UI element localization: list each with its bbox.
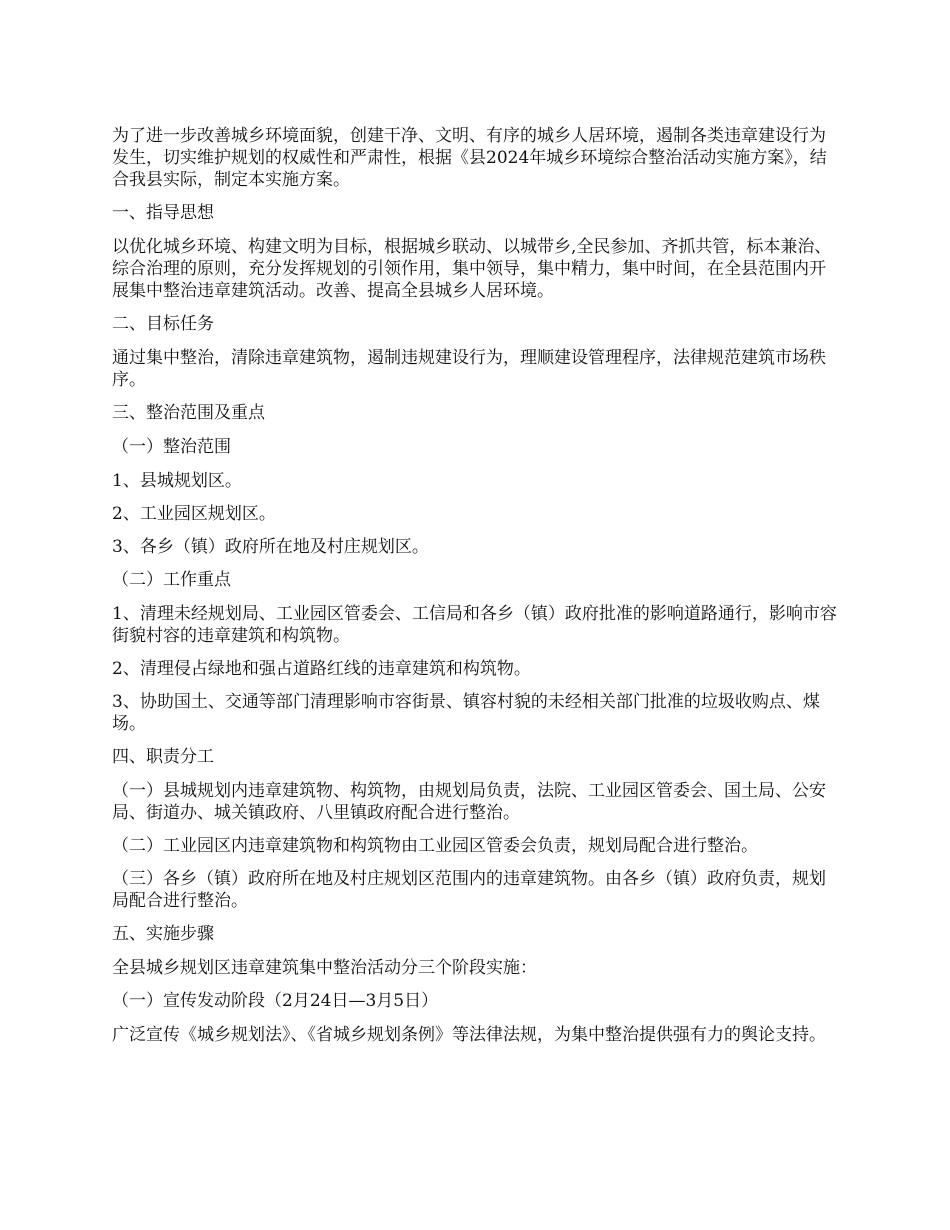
document-page [112, 125, 842, 1057]
focus-item-3: 3、协助国土、交通等部门清理影响市容街景、镇容村貌的未经相关部门批准的垃圾收购点、煤场。 [112, 692, 820, 734]
section-heading-steps: 五、实施步骤 [112, 924, 214, 944]
goals-paragraph: 通过集中整治，清除违章建筑物，遏制违规建设行为，理顺建设管理程序，法律规范建筑市场秩序。 [112, 348, 826, 390]
guiding-ideology-paragraph: 以优化城乡环境、构建文明为目标，根据城乡联动、以城带乡,全民参加、齐抓共管，标本兼治、综合治理的原则，充分发挥规划的引领作用，集中领导，集中精力，集中时间，在全县范围内开展集中整治违章建筑活动。改善、提高全县城乡人居环境。 [112, 237, 832, 301]
scope-item-3: 3、各乡（镇）政府所在地及村庄规划区。 [112, 537, 429, 557]
subsection-heading-scope: （一）整治范围 [112, 437, 231, 457]
section-heading-goals: 二、目标任务 [112, 314, 214, 334]
section-heading-scope: 三、整治范围及重点 [112, 403, 265, 423]
responsibility-item-2: （二）工业园区内违章建筑物和构筑物由工业园区管委会负责，规划局配合进行整治。 [112, 836, 758, 856]
focus-item-2: 2、清理侵占绿地和强占道路红线的违章建筑和构筑物。 [112, 659, 531, 679]
scope-item-1: 1、县城规划区。 [112, 471, 242, 491]
section-heading-guiding-ideology: 一、指导思想 [112, 203, 214, 223]
responsibility-item-1: （一）县城规划内违章建筑物、构筑物，由规划局负责，法院、工业园区管委会、国土局、公安局、街道办、城关镇政府、八里镇政府配合进行整治。 [112, 781, 826, 823]
section-heading-responsibilities: 四、职责分工 [112, 747, 214, 767]
responsibility-item-3: （三）各乡（镇）政府所在地及村庄规划区范围内的违章建筑物。由各乡（镇）政府负责，规划局配合进行整治。 [112, 869, 826, 911]
steps-intro-paragraph: 全县城乡规划区违章建筑集中整治活动分三个阶段实施： [112, 958, 537, 978]
subsection-heading-focus: （二）工作重点 [112, 570, 231, 590]
scope-item-2: 2、工业园区规划区。 [112, 504, 276, 524]
subsection-heading-publicity-phase: （一）宣传发动阶段（2月24日—3月5日） [112, 991, 439, 1011]
focus-item-1: 1、清理未经规划局、工业园区管委会、工信局和各乡（镇）政府批准的影响道路通行，影响市容街貌村容的违章建筑和构筑物。 [112, 604, 837, 646]
intro-paragraph: 为了进一步改善城乡环境面貌，创建干净、文明、有序的城乡人居环境，遏制各类违章建设行为发生，切实维护规划的权威性和严肃性，根据《县2024年城乡环境综合整治活动实施方案》，结合我县实际，制定本实施方案。 [112, 126, 827, 190]
publicity-phase-paragraph: 广泛宣传《城乡规划法》、《省城乡规划条例》等法律法规，为集中整治提供强有力的舆论支持。 [112, 1025, 826, 1045]
